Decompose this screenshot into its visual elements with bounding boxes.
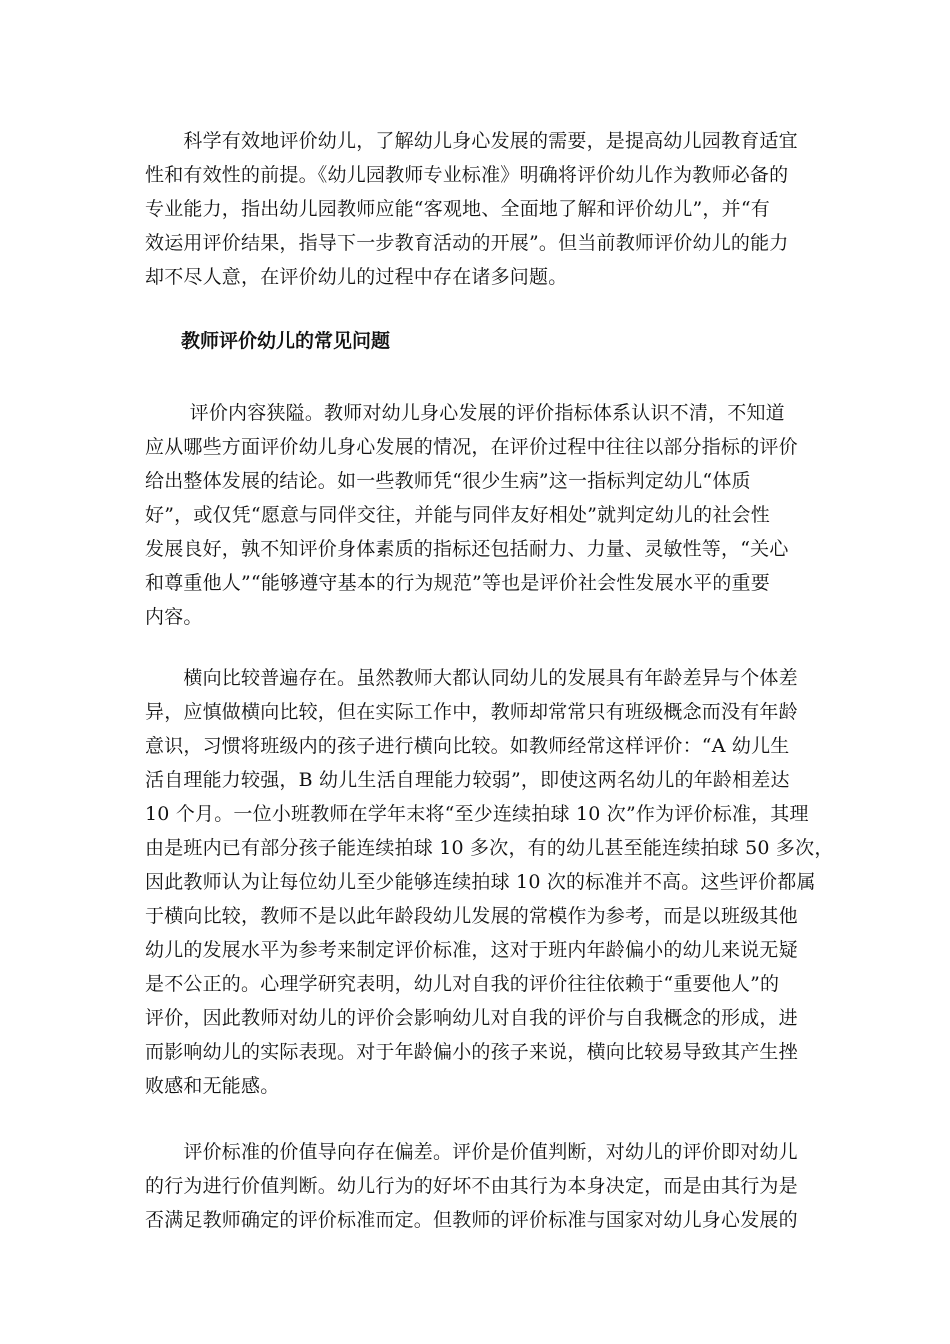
paragraph-line: 否满足教师确定的评价标准而定。但教师的评价标准与国家对幼儿身心发展的 (145, 1209, 798, 1231)
section-heading: 教师评价幼儿的常见问题 (181, 330, 391, 352)
paragraph-line: 由是班内已有部分孩子能连续拍球 10 多次，有的幼儿甚至能连续拍球 50 多次， (145, 837, 834, 859)
paragraph-line: 异，应慎做横向比较，但在实际工作中，教师却常常只有班级概念而没有年龄 (145, 701, 798, 723)
paragraph-line: 活自理能力较强，B 幼儿生活自理能力较弱”，即使这两名幼儿的年龄相差达 (145, 769, 790, 791)
paragraph-line: 和尊重他人”“能够遵守基本的行为规范”等也是评价社会性发展水平的重要 (145, 572, 770, 594)
paragraph-line: 内容。 (145, 606, 203, 628)
paragraph-line: 的行为进行价值判断。幼儿行为的好坏不由其行为本身决定，而是由其行为是 (145, 1175, 798, 1197)
paragraph-line: 10 个月。一位小班教师在学年末将“至少连续拍球 10 次”作为评价标准，其理 (145, 803, 809, 825)
paragraph-line: 应从哪些方面评价幼儿身心发展的情况，在评价过程中往往以部分指标的评价 (145, 436, 798, 458)
intro-paragraph (145, 124, 810, 294)
value-orientation-paragraph (145, 1135, 810, 1237)
paragraph-line: 却不尽人意，在评价幼儿的过程中存在诸多问题。 (145, 266, 568, 288)
paragraph-line: 好”，或仅凭“愿意与同伴交往，并能与同伴友好相处”就判定幼儿的社会性 (145, 504, 770, 526)
paragraph-line: 专业能力，指出幼儿园教师应能“客观地、全面地了解和评价幼儿”，并“有 (145, 198, 770, 220)
paragraph-line: 意识，习惯将班级内的孩子进行横向比较。如教师经常这样评价：“A 幼儿生 (145, 735, 790, 757)
paragraph-line: 于横向比较，教师不是以此年龄段幼儿发展的常模作为参考，而是以班级其他 (145, 905, 798, 927)
paragraph-line: 评价，因此教师对幼儿的评价会影响幼儿对自我的评价与自我概念的形成，进 (145, 1007, 798, 1029)
narrow-evaluation-paragraph (145, 396, 810, 634)
horizontal-comparison-paragraph (145, 661, 834, 1103)
paragraph-line: 评价内容狭隘。教师对幼儿身心发展的评价指标体系认识不清，不知道 (145, 402, 785, 424)
paragraph-line: 性和有效性的前提。《幼儿园教师专业标准》明确将评价幼儿作为教师必备的 (145, 164, 789, 186)
paragraph-line: 横向比较普遍存在。虽然教师大都认同幼儿的发展具有年龄差异与个体差 (145, 667, 798, 689)
paragraph-line: 是不公正的。心理学研究表明，幼儿对自我的评价往往依赖于“重要他人”的 (145, 973, 780, 995)
paragraph-line: 败感和无能感。 (145, 1075, 280, 1097)
paragraph-line: 发展良好，孰不知评价身体素质的指标还包括耐力、力量、灵敏性等，“关心 (145, 538, 789, 560)
paragraph-line: 评价标准的价值导向存在偏差。评价是价值判断，对幼儿的评价即对幼儿 (145, 1141, 798, 1163)
paragraph-line: 因此教师认为让每位幼儿至少能够连续拍球 10 次的标准并不高。这些评价都属 (145, 871, 816, 893)
paragraph-line: 幼儿的发展水平为参考来制定评价标准，这对于班内年龄偏小的幼儿来说无疑 (145, 939, 798, 961)
paragraph-line: 而影响幼儿的实际表现。对于年龄偏小的孩子来说，横向比较易导致其产生挫 (145, 1041, 798, 1063)
paragraph-line: 效运用评价结果，指导下一步教育活动的开展”。但当前教师评价幼儿的能力 (145, 232, 789, 254)
paragraph-line: 科学有效地评价幼儿，了解幼儿身心发展的需要，是提高幼儿园教育适宜 (145, 130, 798, 152)
paragraph-line: 给出整体发展的结论。如一些教师凭“很少生病”这一指标判定幼儿“体质 (145, 470, 751, 492)
